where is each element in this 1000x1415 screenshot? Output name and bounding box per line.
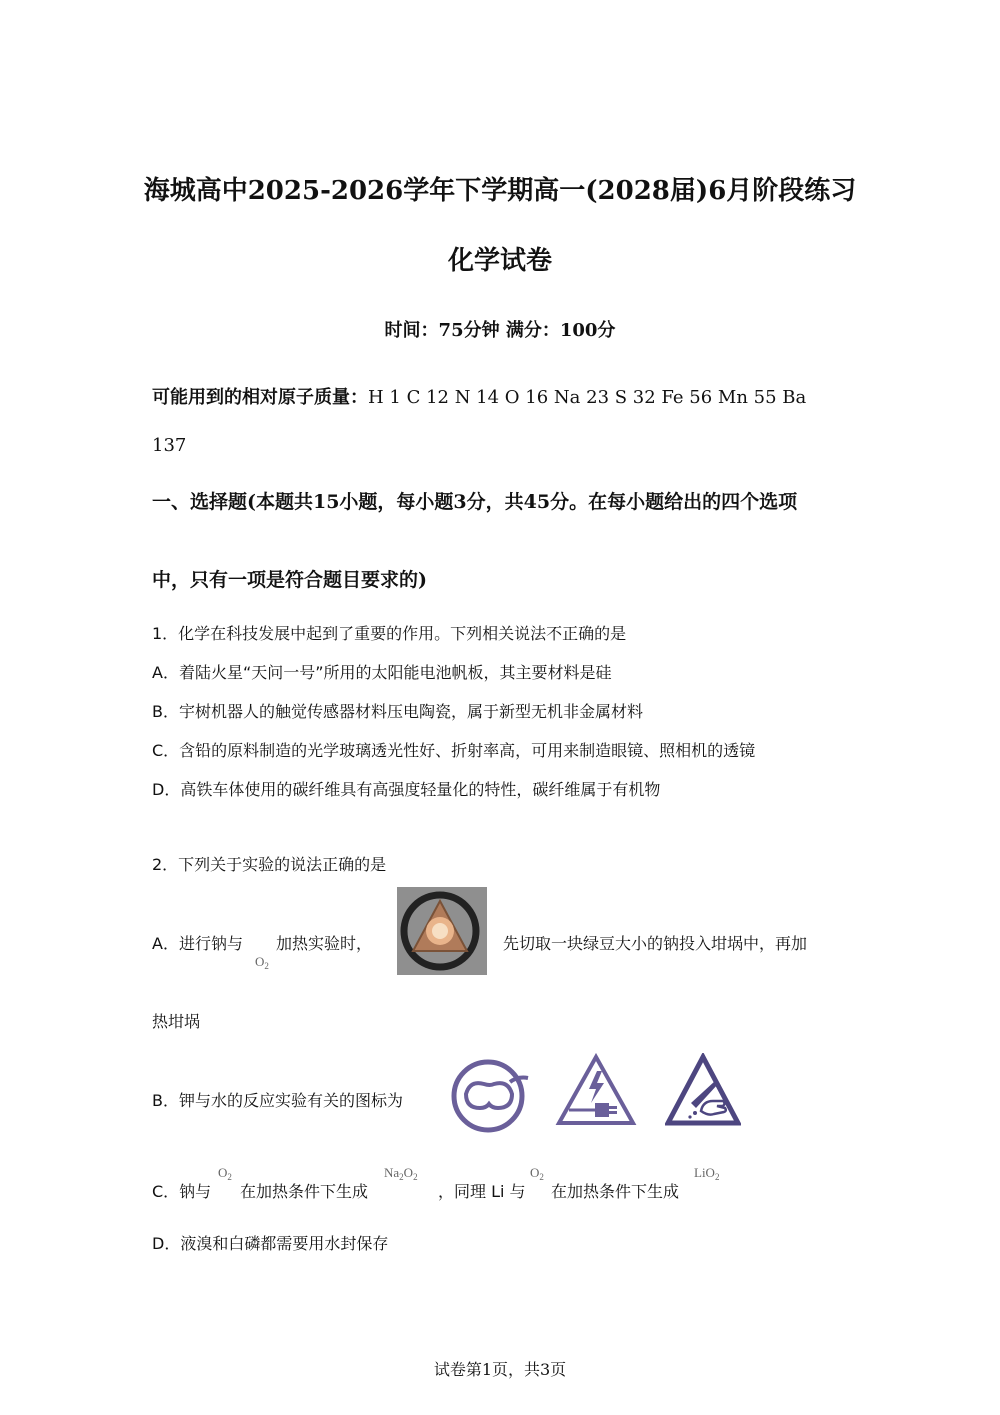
time-info: 时间：75分钟 满分：100分 (384, 320, 616, 341)
q2-option-a-part1: A．进行钠与 (152, 934, 243, 953)
q2-option-a-part3: 先切取一块绿豆大小的钠投入坩埚中，再加 (503, 934, 808, 953)
section1-heading-line1: 一、选择题(本题共15小题，每小题3分，共45分。在每小题给出的四个选项 (152, 491, 798, 513)
q2-option-c-part3: ，同理 Li 与 (438, 1182, 526, 1201)
q1-option-b: B．宇树机器人的触觉传感器材料压电陶瓷，属于新型无机非金属材料 (152, 702, 643, 721)
page-footer: 试卷第1页，共3页 (433, 1360, 567, 1379)
atomic-mass-values: H 1 C 12 N 14 O 16 Na 23 S 32 Fe 56 Mn 55 Ba (368, 387, 807, 408)
q2-option-b: B．钾与水的反应实验有关的图标为 (152, 1091, 403, 1110)
goggles-icon (448, 1058, 534, 1134)
q2-option-d: D．液溴和白磷都需要用水封保存 (152, 1234, 389, 1253)
q2-option-a-part2: 加热实验时， (276, 934, 373, 953)
atomic-mass-line (152, 383, 806, 409)
q1-option-c: C．含铅的原料制造的光学玻璃透光性好、折射率高，可用来制造眼镜、照相机的透镜 (152, 741, 756, 760)
q2-option-c-part2: 在加热条件下生成 (240, 1182, 369, 1201)
q2-option-c-o2-formula: $O_2$ (218, 1165, 232, 1182)
q1-stem: 1．化学在科技发展中起到了重要的作用。下列相关说法不正确的是 (152, 624, 627, 643)
q2-option-c-o2-formula-2: $O_2$ (530, 1165, 544, 1182)
q1-option-a: A．着陆火星“天问一号”所用的太阳能电池帆板，其主要材料是硅 (152, 663, 612, 682)
q2-stem: 2．下列关于实验的说法正确的是 (152, 855, 387, 874)
q2-option-c-na2o2-formula: $Na_2O_2$ (384, 1165, 418, 1182)
atomic-mass-label: 可能用到的相对原子质量： (152, 387, 368, 408)
exam-title-line2: 化学试卷 (447, 246, 552, 276)
atomic-mass-values-cont: 137 (152, 435, 187, 456)
exam-title-line1: 海城高中2025-2026学年下学期高一(2028届)6月阶段练习 (143, 176, 857, 206)
crucible-photo-icon (397, 887, 487, 975)
sharp-object-hazard-icon (665, 1053, 741, 1127)
q1-option-d: D．高铁车体使用的碳纤维具有高强度轻量化的特性，碳纤维属于有机物 (152, 780, 661, 799)
q2-option-a-cont: 热坩埚 (152, 1012, 201, 1031)
q2-option-a-formula: $O_2$ (255, 954, 269, 971)
q2-option-c-part1: C．钠与 (152, 1182, 212, 1201)
section1-heading-line2: 中，只有一项是符合题目要求的) (152, 569, 427, 591)
q2-option-c-part4: 在加热条件下生成 (551, 1182, 680, 1201)
q2-option-c-lio2-formula: LiO$_2$ (694, 1165, 720, 1182)
electric-safety-icon (555, 1053, 637, 1127)
